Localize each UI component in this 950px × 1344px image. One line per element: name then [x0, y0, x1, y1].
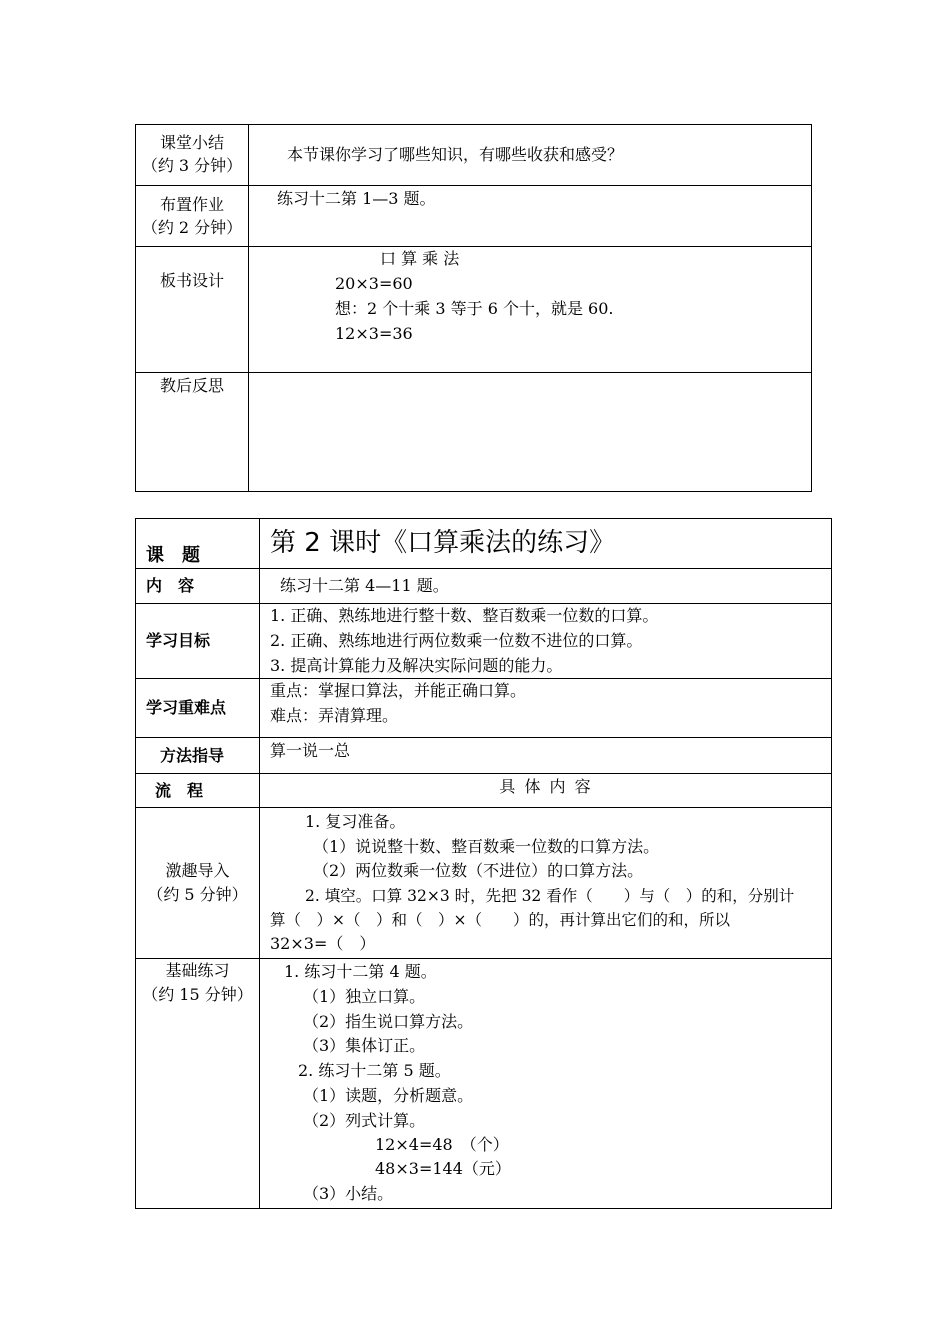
- table2-column-divider: [259, 518, 260, 1209]
- goal-item: 2. 正确、熟练地进行两位数乘一位数不进位的口算。: [270, 631, 643, 650]
- intro-line: 2. 填空。口算 32×3 时，先把 32 看作（ ）与（ ）的和，分别计: [305, 887, 795, 905]
- table2-row-divider: [135, 603, 832, 604]
- summary-text: 本节课你学习了哪些知识，有哪些收获和感受？: [287, 145, 624, 164]
- table2-row-divider: [135, 737, 832, 738]
- lesson-title: 第 2 课时《口算乘法的练习》: [270, 528, 616, 558]
- intro-line: 算（ ）×（ ）和（ ）×（ ）的，再计算出它们的和，所以: [270, 911, 730, 929]
- table2-row-divider: [135, 773, 832, 774]
- goal-item: 3. 提高计算能力及解决实际问题的能力。: [270, 656, 563, 675]
- basic-line: 1. 练习十二第 4 题。: [284, 962, 437, 981]
- basic-line: （2）指生说口算方法。: [303, 1012, 474, 1031]
- basic-practice-time-label: （约 15 分钟）: [142, 985, 253, 1004]
- table1-row-divider: [135, 185, 812, 186]
- intro-time-label: （约 5 分钟）: [147, 885, 248, 904]
- flow-label: 流 程: [155, 781, 204, 800]
- table2-row-divider: [135, 568, 832, 569]
- board-design-line: 想：2 个十乘 3 等于 6 个十，就是 60.: [335, 299, 614, 318]
- difficult-point: 难点：弄清算理。: [270, 706, 399, 725]
- table2-row-divider: [135, 958, 832, 959]
- reflection-label: 教后反思: [159, 376, 224, 395]
- homework-text: 练习十二第 1—3 题。: [277, 189, 436, 208]
- homework-label: 布置作业: [159, 195, 224, 214]
- intro-line: （2）两位数乘一位数（不进位）的口算方法。: [313, 861, 644, 880]
- basic-line: 12×4=48 （个）: [375, 1135, 509, 1154]
- table2-row-divider: [135, 807, 832, 808]
- key-point: 重点：掌握口算法，并能正确口算。: [270, 681, 527, 700]
- basic-line: （3）小结。: [303, 1184, 394, 1203]
- intro-line: 1. 复习准备。: [305, 812, 406, 831]
- goals-label: 学习目标: [146, 631, 211, 650]
- key-points-label: 学习重难点: [146, 698, 227, 717]
- basic-line: （2）列式计算。: [303, 1111, 426, 1130]
- content-label: 内 容: [146, 576, 195, 595]
- table2-row-divider: [135, 678, 832, 679]
- board-design-line: 20×3=60: [335, 274, 413, 293]
- homework-time-label: （约 2 分钟）: [141, 218, 243, 237]
- table1-column-divider: [248, 124, 249, 492]
- board-design-label: 板书设计: [159, 271, 224, 290]
- basic-line: （1）独立口算。: [303, 987, 426, 1006]
- lesson-title-label: 课 题: [146, 545, 200, 566]
- basic-line: （1）读题，分析题意。: [303, 1086, 474, 1105]
- flow-content-header: 具 体 内 容: [499, 777, 593, 796]
- basic-line: 48×3=144（元）: [375, 1159, 511, 1178]
- board-design-line: 12×3=36: [335, 324, 413, 343]
- intro-line: （1）说说整十数、整百数乘一位数的口算方法。: [313, 837, 660, 856]
- table1-row-divider: [135, 372, 812, 373]
- summary-time-label: （约 3 分钟）: [141, 156, 243, 175]
- method-text: 算一说一总: [270, 741, 351, 760]
- intro-label: 激趣导入: [165, 861, 230, 880]
- basic-line: （3）集体订正。: [303, 1036, 426, 1055]
- basic-line: 2. 练习十二第 5 题。: [298, 1061, 451, 1080]
- summary-label: 课堂小结: [159, 133, 224, 152]
- content-text: 练习十二第 4—11 题。: [280, 576, 449, 595]
- basic-practice-label: 基础练习: [165, 961, 230, 980]
- table1-row-divider: [135, 246, 812, 247]
- intro-line: 32×3=（ ）: [270, 934, 376, 953]
- method-label: 方法指导: [160, 746, 225, 765]
- goal-item: 1. 正确、熟练地进行整十数、整百数乘一位数的口算。: [270, 606, 659, 625]
- board-design-title: 口 算 乘 法: [380, 249, 460, 268]
